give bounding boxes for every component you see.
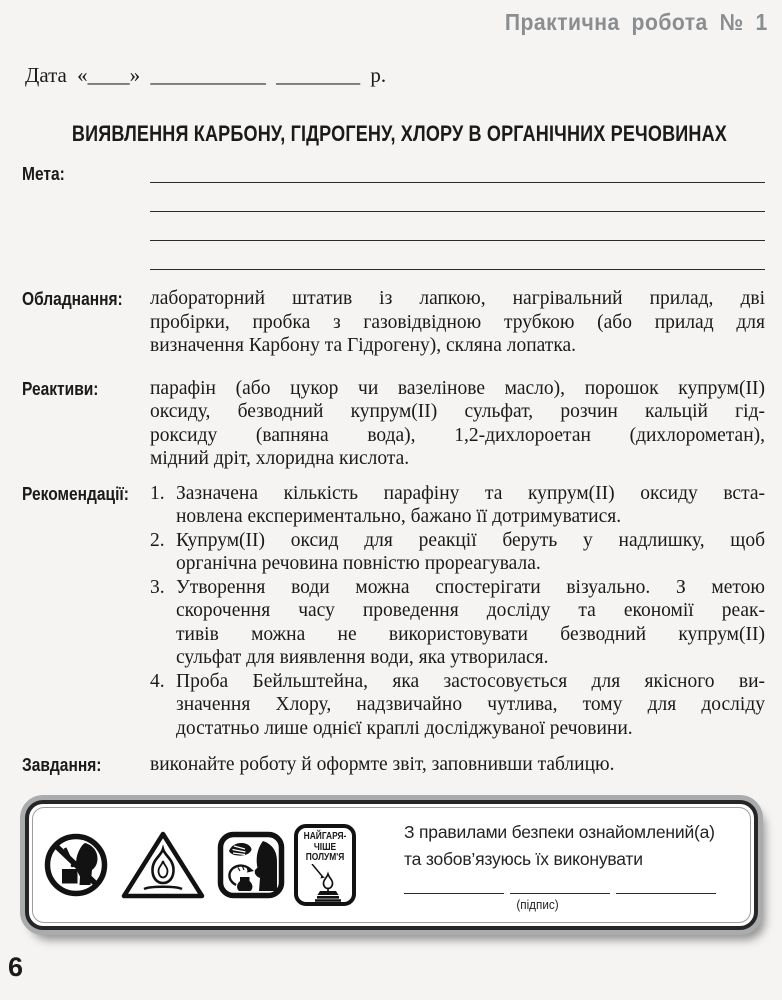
text-line: Купрум(II) оксид для реакції беруть у надлишку, щоб xyxy=(176,529,765,551)
hottest-flame-icon xyxy=(294,824,356,906)
list-item xyxy=(150,529,765,576)
recommendations-label: Рекомендації: xyxy=(22,482,129,504)
flammable-warning-icon xyxy=(118,828,208,902)
text-line: роксиду (вапняна вода), 1,2-дихлороетан (дихлорометан), xyxy=(150,424,765,446)
list-item xyxy=(150,576,765,670)
text-line: Утворення води можна спостерігати візуально. З метою xyxy=(176,576,765,598)
text-line: та зобов’язуюсь їх виконувати xyxy=(404,848,643,869)
section-meta xyxy=(0,162,782,270)
text-line: оксиду, безводний купрум(II) сульфат, розчин кальцій гід- xyxy=(150,401,765,422)
text-line: пробірки, пробка з газовідвідною трубкою (або прилад для xyxy=(150,311,765,333)
page-number: 6 xyxy=(8,952,24,982)
main-title-wrap xyxy=(0,121,782,147)
reagents-label: Реактиви: xyxy=(22,377,99,399)
recommendations-items xyxy=(150,482,765,741)
text-line: ЧІШЕ xyxy=(313,841,337,853)
equipment-text xyxy=(150,287,765,358)
list-number: 4. xyxy=(150,670,165,692)
blank-write-line xyxy=(150,241,765,270)
blank-write-line xyxy=(150,212,765,241)
safety-box xyxy=(25,800,758,930)
list-item-text xyxy=(176,482,765,529)
waft-vapors-to-smell-icon xyxy=(217,831,285,899)
hottest-flame-label xyxy=(298,832,352,864)
practical-work-title: Практична робота № 1 xyxy=(505,9,768,35)
signature-blank xyxy=(404,892,504,894)
no-tasting-reagents-icon xyxy=(43,832,109,898)
text-line: лабораторний штатив із лапкою, нагрівальний прилад, дві xyxy=(150,288,765,309)
safety-statement xyxy=(404,819,716,912)
reagents-text xyxy=(150,377,765,471)
text-line: сульфат для виявлення води, яка утворилася. xyxy=(176,647,549,668)
text-line: парафін (або цукор чи вазелінове масло), порошок купрум(II) xyxy=(150,377,765,399)
list-item-text xyxy=(176,529,765,576)
text-line: значення Хлору, надзвичайно чутлива, тому для досліду xyxy=(176,694,765,715)
text-line: визначення Карбону та Гідрогену), скляна лопатка. xyxy=(150,335,577,356)
safety-box-inner xyxy=(32,807,751,923)
safety-icons xyxy=(43,824,356,906)
text-line: Зазначена кількість парафіну та купрум(II) оксиду вста- xyxy=(176,482,765,504)
signature-blank xyxy=(616,892,716,894)
signature-line xyxy=(404,892,716,894)
date-fill-line: Дата «____» ___________ ________ р. xyxy=(25,63,387,87)
text-line: органічна речовина повністю прореагувала. xyxy=(176,553,541,574)
text-line: ПОЛУМ'Я xyxy=(305,852,345,863)
task-text xyxy=(150,753,765,777)
list-item xyxy=(150,482,765,529)
section-task xyxy=(0,753,782,777)
equipment-label: Обладнання: xyxy=(22,288,123,309)
text-line: НАЙГАРЯ- xyxy=(303,831,347,842)
section-recommendations xyxy=(0,482,782,741)
text-line: виконайте роботу й оформте звіт, заповнивши таблицю. xyxy=(150,754,615,775)
list-number: 3. xyxy=(150,576,165,598)
blank-write-line xyxy=(150,162,765,183)
text-line: скорочення часу проведення досліду та економії реак- xyxy=(176,600,765,621)
list-item xyxy=(150,670,765,741)
section-equipment xyxy=(0,287,782,358)
blank-write-line xyxy=(150,183,765,212)
signature-blank xyxy=(510,892,610,894)
text-line: Проба Бейльштейна, яка застосовується для якісного ви- xyxy=(176,670,765,692)
meta-label: Мета: xyxy=(22,163,65,184)
safety-statement-text xyxy=(404,819,716,873)
text-line: достатньо лише однієї краплі досліджуваної речовини. xyxy=(176,717,633,739)
section-reagents xyxy=(0,377,782,471)
text-line: новлена експериментально, бажано її дотримуватися. xyxy=(176,506,622,527)
main-title: ВИЯВЛЕННЯ КАРБОНУ, ГІДРОГЕНУ, ХЛОРУ В ОРГАНІЧНИХ РЕЧОВИНАХ xyxy=(71,121,727,146)
text-line: З правилами безпеки ознайомлений(а) xyxy=(404,821,715,842)
task-label: Завдання: xyxy=(22,754,102,775)
sections xyxy=(0,162,782,777)
text-line: тивів можна не використовувати безводний купрум(II) xyxy=(176,623,765,645)
signature-caption: (підпис) xyxy=(516,896,559,912)
list-item-text xyxy=(176,576,765,670)
meta-blank-lines xyxy=(150,162,765,270)
spirit-lamp-icon xyxy=(302,864,348,902)
list-number: 2. xyxy=(150,529,165,551)
page-header xyxy=(0,0,782,36)
text-line: мідний дріт, хлоридна кислота. xyxy=(150,448,410,469)
list-number: 1. xyxy=(150,482,165,504)
list-item-text xyxy=(176,670,765,741)
